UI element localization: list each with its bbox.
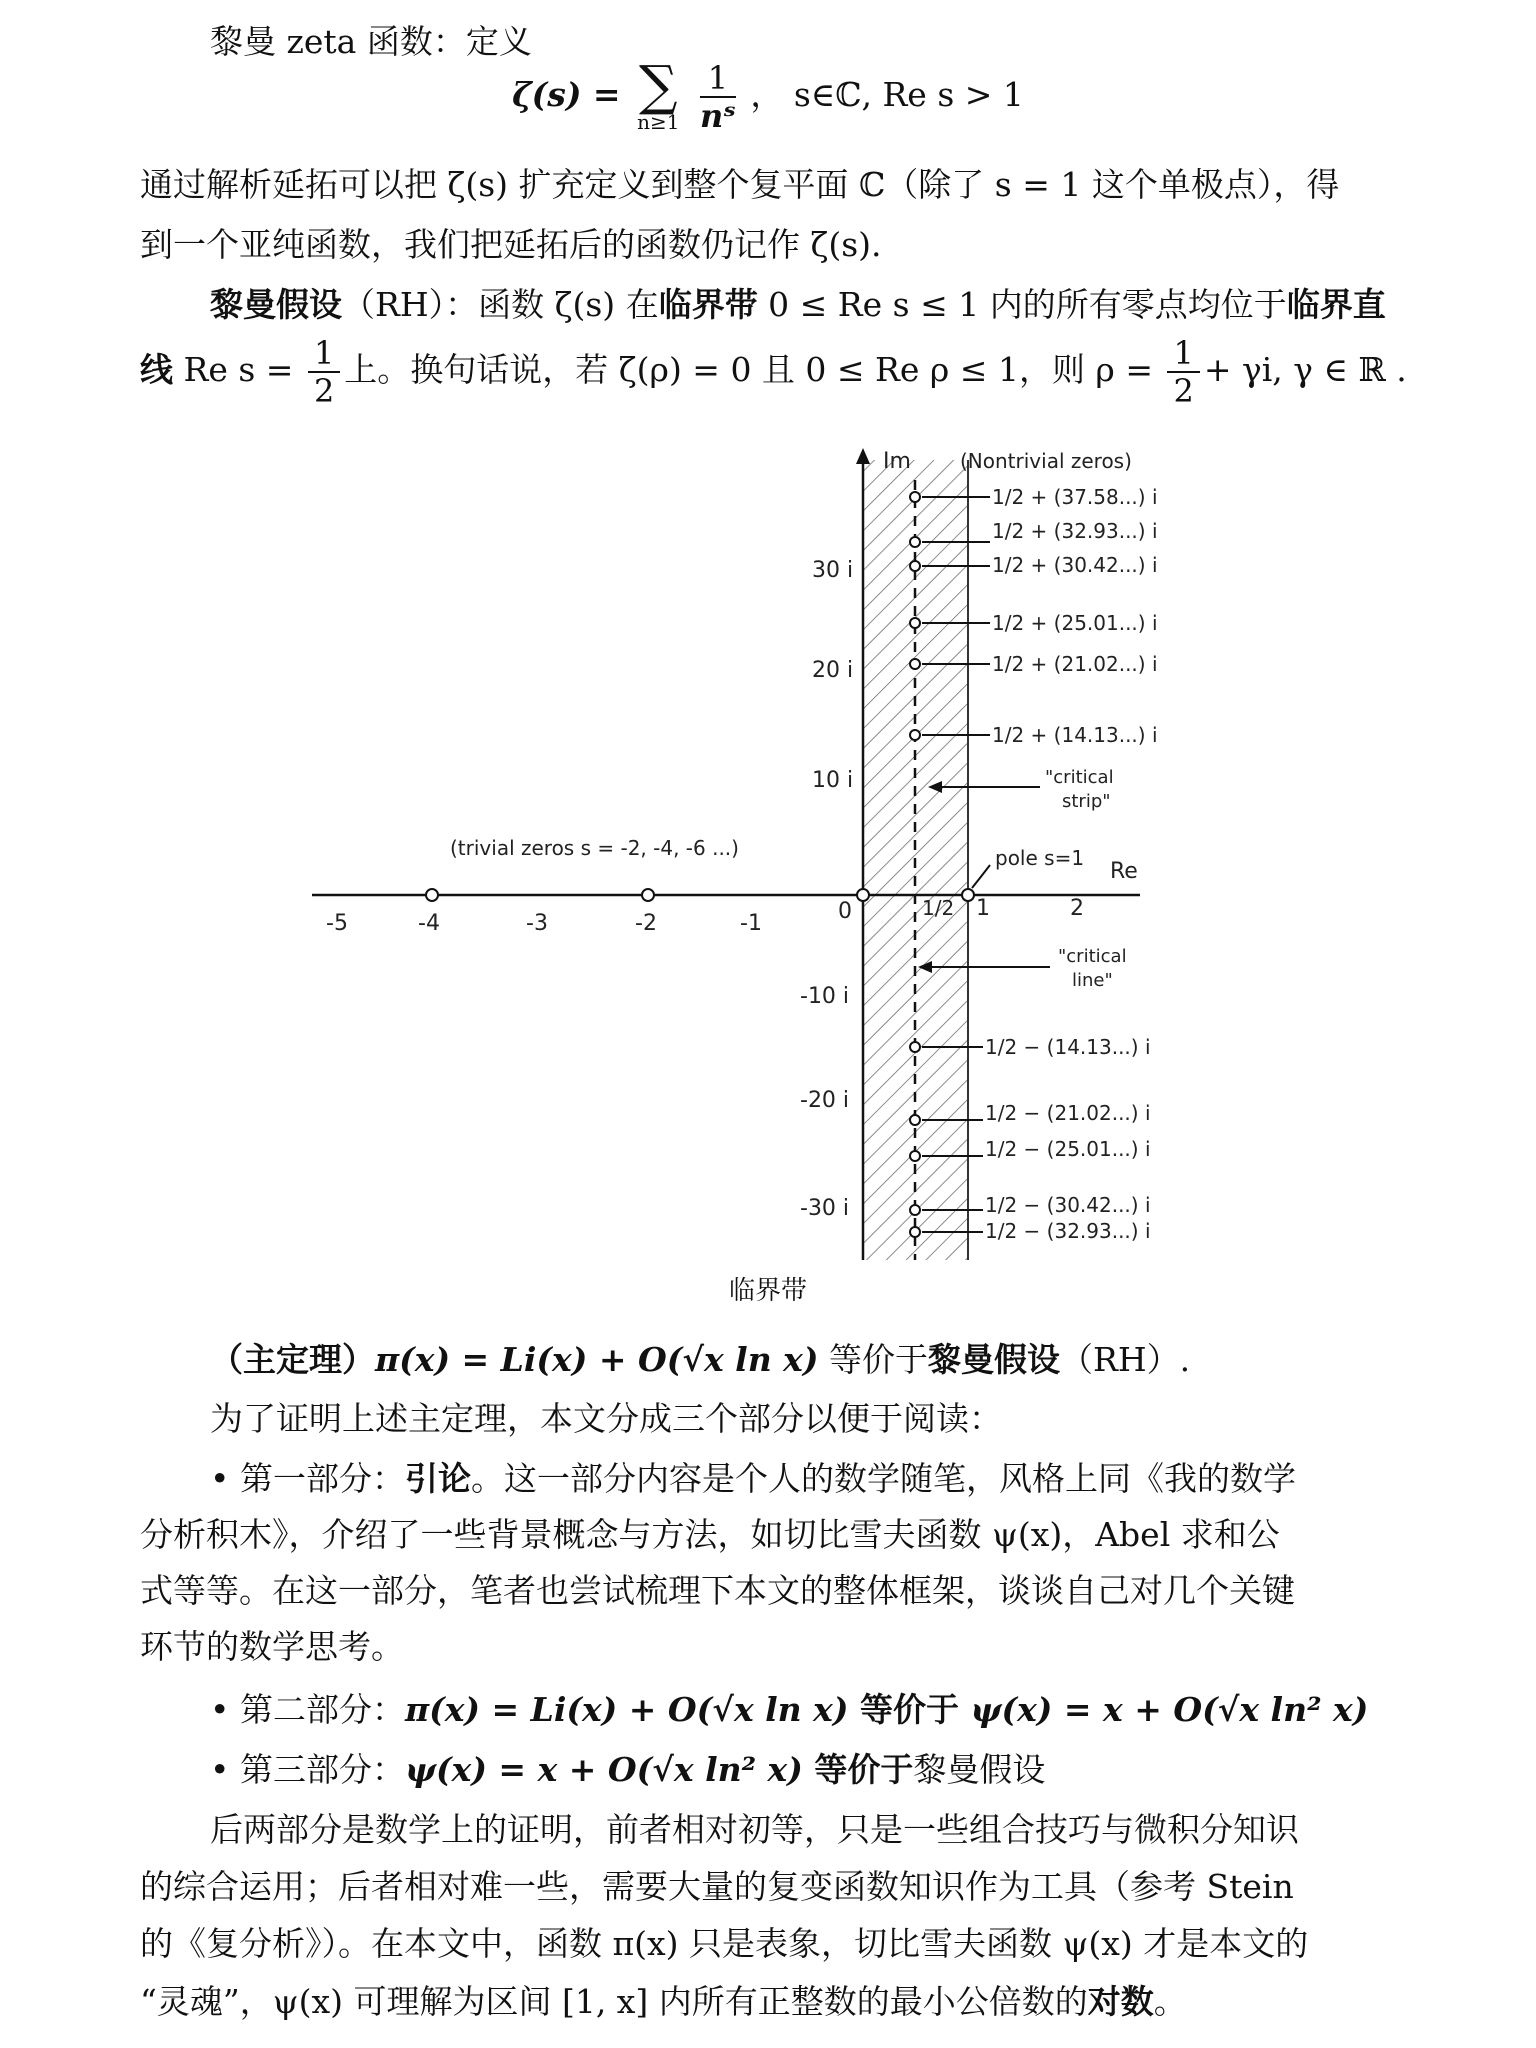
closing-text-4: “灵魂”，ψ(x) 可理解为区间 [1, x] 内所有正整数的最小公倍数的 [140,1982,1088,2021]
x-tick-label: 0 [838,899,852,924]
part-three-equiv: 等价于 [802,1750,914,1789]
continuation-text-2: 到一个亚纯函数，我们把延拓后的函数仍记作 ζ(s). [140,225,882,264]
line-label: "critical [1058,946,1127,967]
zero-label: 1/2 + (30.42...) i [992,553,1158,577]
formula-rhs: ， s∈ℂ, Re s > 1 [750,75,1024,114]
part-one-text: 。这一部分内容是个人的数学随笔，风格上同《我的数学 [470,1459,1296,1498]
continuation-line-2 [140,223,1350,267]
theorem-label: （主定理） [210,1340,375,1379]
nontrivial-zero-marker [910,659,920,669]
zero-label: 1/2 + (21.02...) i [992,652,1158,676]
strip-label: "critical [1045,767,1114,788]
part-two-formula-2: ψ(x) = x + O(√x ln² x) [970,1690,1369,1729]
theorem-end: （RH）. [1059,1340,1191,1379]
half-fraction-1 [308,335,340,409]
critical-line-term-end: 线 [140,350,173,389]
rh-text-d: 上。换句话说，若 ζ(ρ) = 0 且 0 ≤ Re ρ ≤ 1，则 ρ = [344,350,1153,389]
pole-pointer [972,865,990,888]
nontrivial-title: (Nontrivial zeros) [960,449,1132,473]
origin-marker [857,889,869,901]
zero-label: 1/2 − (30.42...) i [985,1193,1151,1217]
closing-line-4 [140,1980,1350,2024]
part-three-line [210,1748,1420,1792]
part-one-line-4 [140,1625,1350,1669]
intro-line [210,20,1420,64]
x-tick-label: -4 [418,911,440,936]
half-fraction-2 [1167,335,1199,409]
nontrivial-zero-marker [910,1205,920,1215]
theorem-line [210,1338,1420,1382]
part-two-line [210,1688,1420,1732]
rh-text-e: + γi, γ ∈ ℝ . [1203,350,1407,389]
figure-caption: 临界带 [728,1276,807,1306]
zero-label: 1/2 + (14.13...) i [992,723,1158,747]
theorem-mid: 等价于 [818,1340,928,1379]
im-label: Im [883,449,911,474]
nontrivial-zero-marker [910,618,920,628]
closing-text-3: 的《复分析》）。在本文中，函数 π(x) 只是表象，切比雪夫函数 ψ(x) 才是本文的 [140,1924,1309,1963]
nontrivial-zero-marker [910,730,920,740]
trivial-zero-marker [426,889,438,901]
x-tick-label: -1 [740,911,762,936]
rh-text-a: （RH）：函数 ζ(s) 在 [342,285,659,324]
zero-label: 1/2 − (25.01...) i [985,1137,1151,1161]
sigma-symbol: ∑ [639,54,678,117]
line-label: line" [1072,970,1113,991]
closing-line-2 [140,1865,1350,1909]
part-two-formula-1: π(x) = Li(x) + O(√x ln x) [404,1690,849,1729]
rh-text-c: Re s = [173,350,294,389]
part-two-prefix: • 第二部分： [210,1690,405,1729]
rh-term: 黎曼假设 [210,285,342,324]
y-tick-label: -30 i [800,1196,850,1221]
part-one-title: 引论 [404,1459,471,1498]
part-one-line-2 [140,1513,1350,1557]
nontrivial-zero-marker [910,1115,920,1125]
body-line [210,1397,1420,1441]
y-tick-label: -10 i [800,984,850,1009]
half-num-2: 1 [1167,335,1199,373]
closing-text-1: 后两部分是数学上的证明，前者相对初等，只是一些组合技巧与微积分知识 [210,1810,1299,1849]
rh-text-b: 0 ≤ Re s ≤ 1 内的所有零点均位于 [757,285,1287,324]
nontrivial-zero-marker [910,1151,920,1161]
nontrivial-zero-marker [910,1227,920,1237]
part-one-prefix: • 第一部分： [210,1459,405,1498]
x-tick-label: 1/2 [922,896,955,920]
im-axis-arrow [856,448,870,464]
part-one-text-3: 式等等。在这一部分，笔者也尝试梳理下本文的整体框架，谈谈自己对几个关键 [140,1571,1295,1610]
y-tick-label: 10 i [812,768,854,793]
trivial-zeros-label: (trivial zeros s = -2, -4, -6 ...) [450,836,739,860]
rh-line-1 [210,283,1386,327]
body-text: 为了证明上述主定理，本文分成三个部分以便于阅读： [210,1399,1002,1438]
re-label: Re [1110,859,1138,884]
fraction-denominator: nˢ [699,97,736,135]
closing-text-2: 的综合运用；后者相对难一些，需要大量的复变函数知识作为工具（参考 Stein [140,1867,1294,1906]
x-tick-label: 1 [976,896,990,921]
trivial-zero-marker [642,889,654,901]
nontrivial-zero-marker [910,1042,920,1052]
closing-line-1 [210,1808,1350,1852]
sum-subscript: n≥1 [637,110,680,134]
closing-bold: 对数 [1087,1982,1154,2021]
x-tick-label: -3 [526,911,548,936]
zeta-definition-formula [0,54,1536,160]
half-num-1: 1 [308,335,340,373]
summation [637,54,680,134]
fraction [700,60,736,134]
zero-label: 1/2 + (32.93...) i [992,519,1158,543]
strip-label: strip" [1062,791,1111,812]
critical-line-term: 临界直 [1286,285,1386,324]
closing-line-3 [140,1922,1350,1966]
zero-label: 1/2 − (32.93...) i [985,1219,1151,1243]
y-tick-label: 30 i [812,558,854,583]
part-three-formula: ψ(x) = x + O(√x ln² x) [404,1750,803,1789]
nontrivial-zero-marker [910,492,920,502]
continuation-text-1: 通过解析延拓可以把 ζ(s) 扩充定义到整个复平面 ℂ（除了 s = 1 这个单极点），得 [140,165,1340,204]
pole-marker [962,889,974,901]
y-tick-label: 20 i [812,658,854,683]
zero-label: 1/2 + (25.01...) i [992,611,1158,635]
y-tick-label: -20 i [800,1088,850,1113]
theorem-rh: 黎曼假设 [927,1340,1060,1379]
part-one-line-3 [140,1569,1350,1613]
zero-label: 1/2 + (37.58...) i [992,485,1158,509]
rh-line-2 [140,334,1407,425]
x-tick-label: 2 [1070,896,1084,921]
formula-lhs: ζ(s) = [512,75,621,114]
pole-label: pole s=1 [995,846,1085,870]
part-one-text-4: 环节的数学思考。 [140,1627,404,1666]
theorem-formula: π(x) = Li(x) + O(√x ln x) [375,1340,819,1379]
x-tick-label: -2 [635,911,657,936]
part-two-equiv: 等价于 [848,1690,971,1729]
nontrivial-zero-marker [910,537,920,547]
part-one-text-2: 分析积木》，介绍了一些背景概念与方法，如切比雪夫函数 ψ(x)，Abel 求和公 [140,1515,1280,1554]
critical-strip-figure [300,440,1200,1320]
zero-label: 1/2 − (14.13...) i [985,1035,1151,1059]
x-tick-label: -5 [326,911,348,936]
critical-strip-term: 临界带 [658,285,758,324]
half-den-2: 2 [1173,372,1194,410]
intro-text: 黎曼 zeta 函数：定义 [210,22,532,61]
fraction-numerator: 1 [700,60,736,98]
nontrivial-zero-marker [910,561,920,571]
part-one-line [210,1457,1350,1501]
continuation-line-1 [140,163,1350,207]
closing-end: 。 [1153,1982,1187,2021]
part-three-end: 黎曼假设 [913,1750,1046,1789]
part-three-prefix: • 第三部分： [210,1750,405,1789]
zero-label: 1/2 − (21.02...) i [985,1101,1151,1125]
half-den-1: 2 [313,372,335,410]
